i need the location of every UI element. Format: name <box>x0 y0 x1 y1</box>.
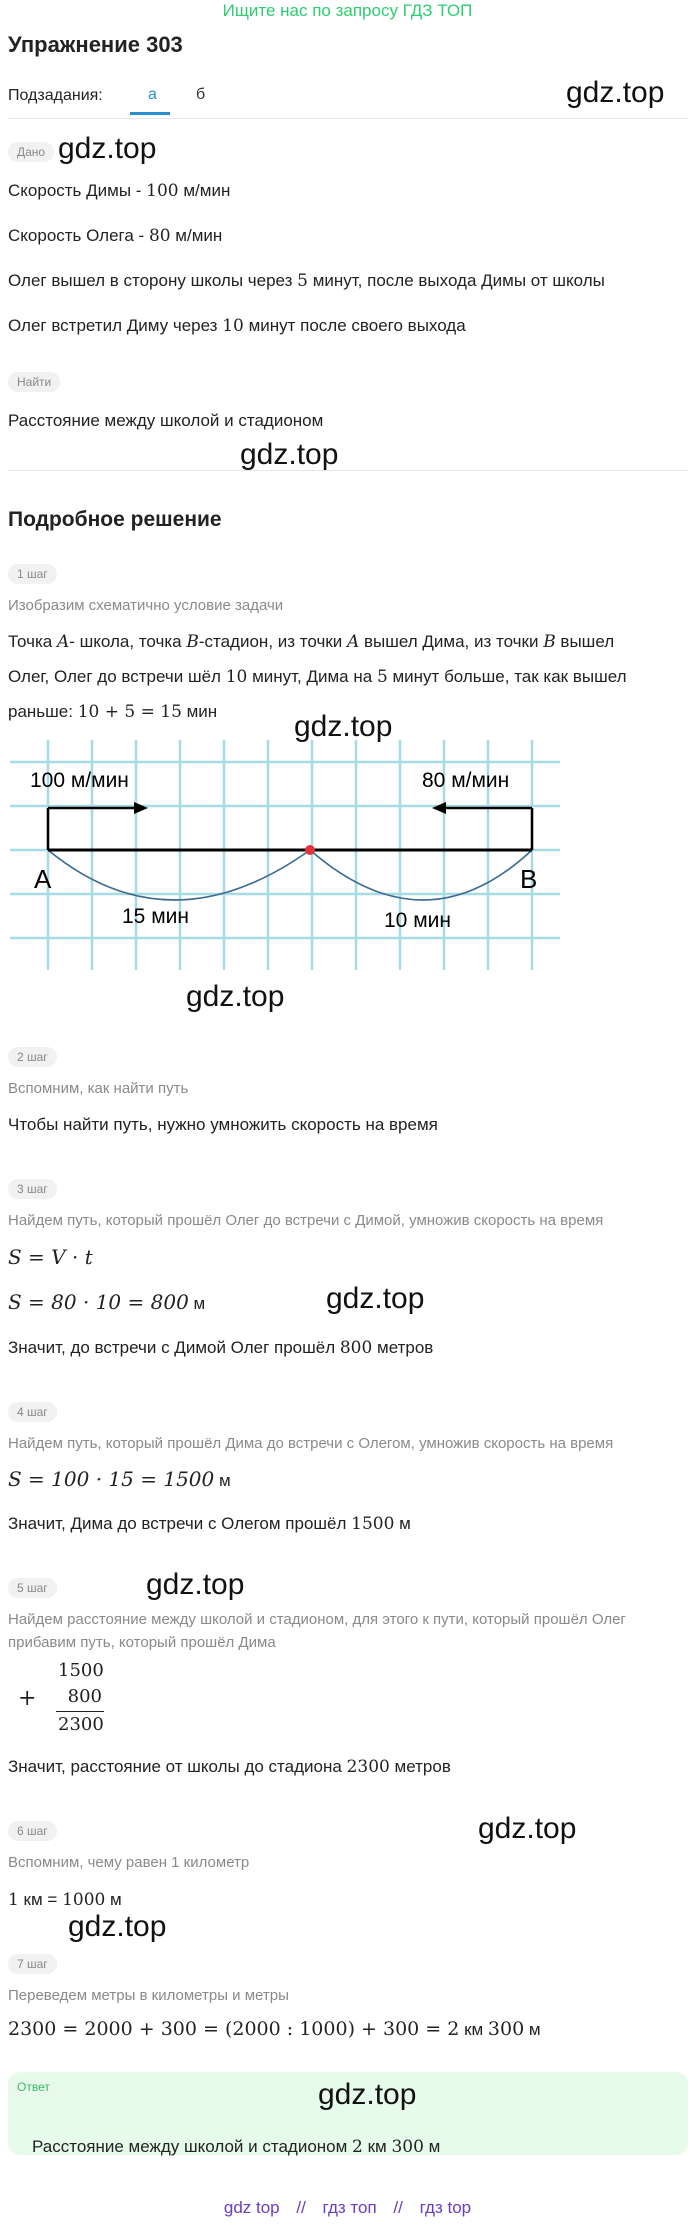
right-arrow-icon <box>134 802 148 814</box>
sum-line <box>56 1711 104 1712</box>
step-3-conclusion: Значит, до встречи с Димой Олег прошёл 800 метров <box>8 1338 434 1358</box>
subtasks-label: Подзадания: <box>8 87 103 104</box>
step-1-hint: Изобразим схематично условие задачи <box>8 597 284 614</box>
step-3-formula-1: S = V · t <box>8 1245 93 1269</box>
tab-subtask-a[interactable]: а <box>148 86 157 103</box>
answer-label: Ответ <box>8 2077 59 2097</box>
step-7-badge: 7 шаг <box>8 1954 57 1974</box>
point-b-label: B <box>520 864 538 894</box>
step-6-fact: 1 км = 1000 м <box>8 1890 122 1910</box>
meeting-point <box>305 845 315 855</box>
watermark: gdz.top <box>326 1282 425 1315</box>
footer-links <box>0 2198 695 2218</box>
step-1-badge: 1 шаг <box>8 564 57 584</box>
step-5-hint-2: прибавим путь, который прошёл Дима <box>8 1634 276 1651</box>
answer-text: Расстояние между школой и стадионом 2 км 300 м <box>32 2137 441 2157</box>
addend-1: 1500 <box>58 1660 104 1681</box>
tab-subtask-b[interactable]: б <box>196 86 206 103</box>
step-1-line-3: раньше: 10 + 5 = 15 мин <box>8 702 218 722</box>
page-title: Упражнение 303 <box>8 32 183 57</box>
watermark: gdz.top <box>68 1910 167 1943</box>
scheme-diagram <box>0 740 580 980</box>
oleg-time-label: 10 мин <box>384 909 451 932</box>
step-4-conclusion: Значит, Дима до встречи с Олегом прошёл 1500 м <box>8 1514 411 1534</box>
find-badge: Найти <box>8 372 60 392</box>
plus-sign: + <box>18 1686 37 1711</box>
footer-separator: // <box>296 2198 306 2217</box>
step-6-hint: Вспомним, чему равен 1 километр <box>8 1854 250 1871</box>
active-tab-indicator <box>130 112 170 115</box>
footer-separator: // <box>393 2198 403 2217</box>
step-2-hint: Вспомним, как найти путь <box>8 1080 189 1097</box>
step-6-badge: 6 шаг <box>8 1821 57 1841</box>
sum-result: 2300 <box>58 1714 104 1735</box>
left-arrow-icon <box>432 802 446 814</box>
given-line-2: Скорость Олега - 80 м/мин <box>8 226 223 246</box>
watermark: gdz.top <box>318 2078 417 2111</box>
step-3-badge: 3 шаг <box>8 1179 57 1199</box>
footer-link[interactable]: gdz top <box>223 2198 280 2217</box>
step-4-badge: 4 шаг <box>8 1402 57 1422</box>
oleg-path-curve <box>310 850 532 900</box>
watermark: gdz.top <box>58 132 157 165</box>
watermark: gdz.top <box>186 980 285 1013</box>
watermark: gdz.top <box>478 1812 577 1845</box>
watermark: gdz.top <box>146 1568 245 1601</box>
step-2-badge: 2 шаг <box>8 1047 57 1067</box>
watermark: gdz.top <box>566 76 665 109</box>
step-1-line-1: Точка A- школа, точка B-стадион, из точки A вышел Дима, из точки B вышел <box>8 632 615 652</box>
watermark: gdz.top <box>240 438 339 471</box>
search-banner: Ищите нас по запросу ГДЗ ТОП <box>222 1 473 20</box>
dima-speed-label: 100 м/мин <box>30 769 129 792</box>
step-7-hint: Переведем метры в километры и метры <box>8 1987 289 2004</box>
given-line-3: Олег вышел в сторону школы через 5 минут, после выхода Димы от школы <box>8 271 605 291</box>
step-7-formula: 2300 = 2000 + 300 = (2000 : 1000) + 300 = 2 км 300 м <box>8 2018 541 2040</box>
footer-link[interactable]: гдз top <box>419 2198 472 2217</box>
step-1-line-2: Олег, Олег до встречи шёл 10 минут, Дима на 5 минут больше, так как вышел <box>8 667 627 687</box>
given-line-4: Олег встретил Диму через 10 минут после своего выхода <box>8 316 466 336</box>
divider <box>8 470 688 471</box>
given-line-1: Скорость Димы - 100 м/мин <box>8 181 231 201</box>
addend-2: 800 <box>67 1686 102 1707</box>
watermark: gdz.top <box>294 710 393 743</box>
step-4-formula: S = 100 · 15 = 1500 м <box>8 1467 231 1491</box>
step-4-hint: Найдем путь, который прошёл Дима до встречи с Олегом, умножив скорость на время <box>8 1435 614 1452</box>
solution-title: Подробное решение <box>8 508 222 531</box>
point-a-label: A <box>34 864 52 894</box>
divider <box>8 118 688 119</box>
step-3-hint: Найдем путь, который прошёл Олег до встречи с Димой, умножив скорость на время <box>8 1212 604 1229</box>
oleg-speed-label: 80 м/мин <box>422 769 510 792</box>
step-5-badge: 5 шаг <box>8 1578 57 1598</box>
step-5-conclusion: Значит, расстояние от школы до стадиона 2300 метров <box>8 1757 451 1777</box>
step-5-hint-1: Найдем расстояние между школой и стадионом, для этого к пути, который прошёл Олег <box>8 1611 626 1628</box>
step-2-text: Чтобы найти путь, нужно умножить скорость на время <box>8 1115 438 1134</box>
given-badge: Дано <box>8 142 54 162</box>
find-text: Расстояние между школой и стадионом <box>8 411 324 430</box>
dima-time-label: 15 мин <box>122 905 189 928</box>
step-3-formula-2: S = 80 · 10 = 800 м <box>8 1290 206 1314</box>
footer-link[interactable]: гдз топ <box>322 2198 377 2217</box>
